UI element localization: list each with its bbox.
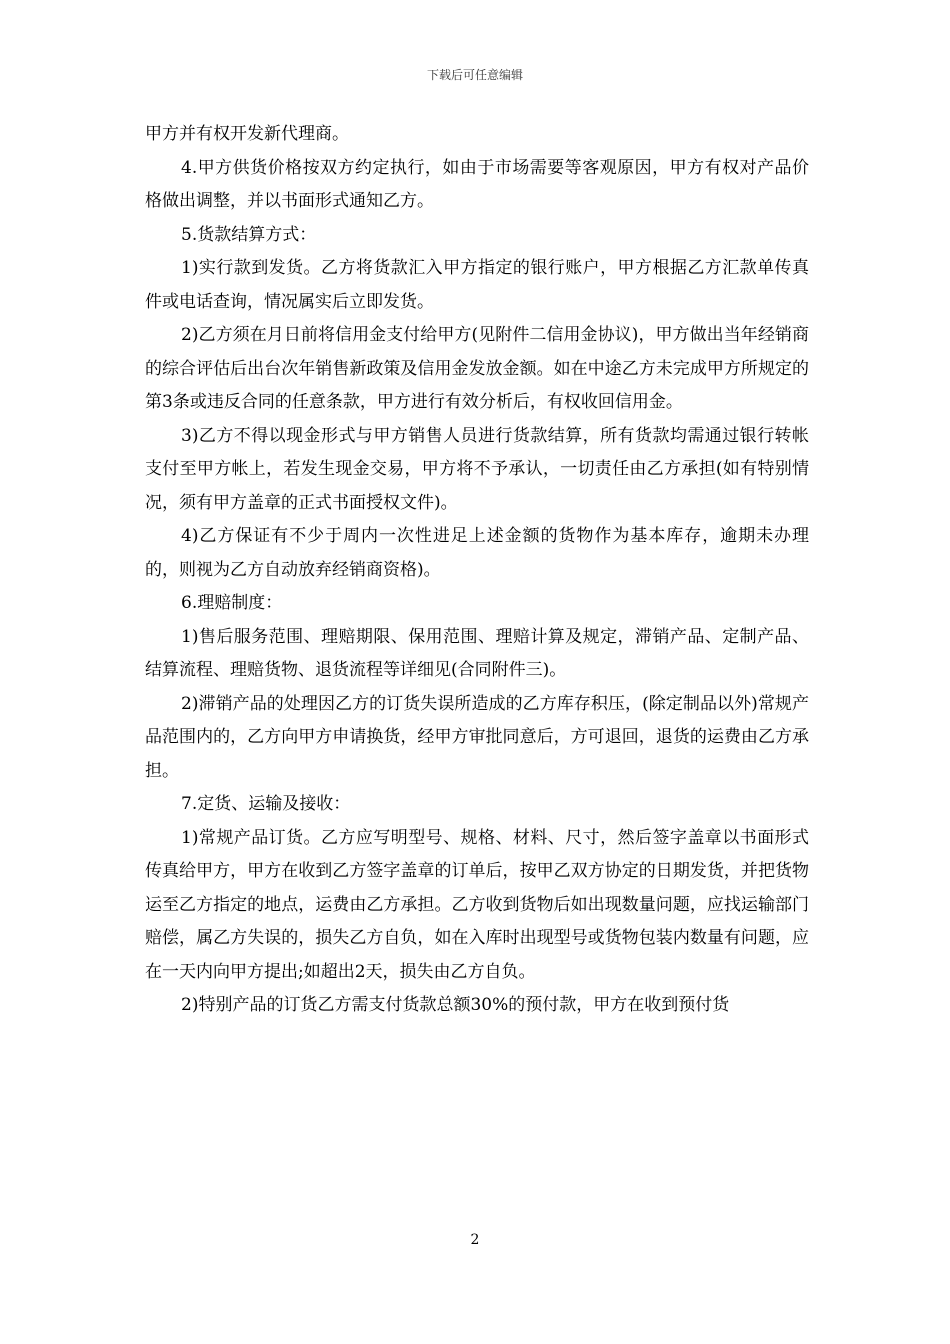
paragraph: 6.理赔制度： — [181, 593, 283, 613]
paragraph: 4)乙方保证有不少于周内一次性进足上述金额的货物作为基本库存，逾期未办理的，则视为乙方自动放弃经销商资格)。 — [145, 526, 809, 580]
paragraph: 2)乙方须在月日前将信用金支付给甲方(见附件二信用金协议)，甲方做出当年经销商的综合评估后出台次年销售新政策及信用金发放金额。如在中途乙方未完成甲方所规定的第3条或违反合同的任意条款，甲方进行有效分析后，有权收回信用金。 — [145, 325, 809, 412]
paragraph: 5.货款结算方式： — [181, 224, 317, 245]
paragraph: 2)特别产品的订货乙方需支付货款总额30%的预付款，甲方在收到预付货 — [181, 995, 730, 1015]
paragraph: 1)售后服务范围、理赔期限、保用范围、理赔计算及规定，滞销产品、定制产品、结算流程、理赔货物、退货流程等详细见(合同附件三)。 — [145, 626, 809, 680]
paragraph: 7.定货、运输及接收： — [181, 794, 351, 814]
paragraph: 2)滞销产品的处理因乙方的订货失误所造成的乙方库存积压，(除定制品以外)常规产品范围内的，乙方向甲方申请换货，经甲方审批同意后，方可退回，退货的运费由乙方承担。 — [145, 693, 809, 781]
paragraph: 4.甲方供货价格按双方约定执行，如由于市场需要等客观原因，甲方有权对产品价格做出调整，并以书面形式通知乙方。 — [145, 157, 809, 211]
paragraph: 甲方并有权开发新代理商。 — [145, 124, 349, 144]
paragraph: 3)乙方不得以现金形式与甲方销售人员进行货款结算，所有货款均需通过银行转帐支付至甲方帐上，若发生现金交易，甲方将不予承认，一切责任由乙方承担(如有特别情况，须有甲方盖章的正式书面授权文件)。 — [145, 425, 809, 513]
paragraph: 1)实行款到发货。乙方将货款汇入甲方指定的银行账户，甲方根据乙方汇款单传真件或电话查询，情况属实后立即发货。 — [145, 258, 809, 312]
document-body — [145, 118, 809, 1023]
page-header: 下载后可任意编辑 — [426, 68, 523, 82]
page-number: 2 — [470, 1232, 480, 1248]
paragraph: 1)常规产品订货。乙方应写明型号、规格、材料、尺寸，然后签字盖章以书面形式传真给甲方，甲方在收到乙方签字盖章的订单后，按甲乙双方协定的日期发货，并把货物运至乙方指定的地点，运费由乙方承担。乙方收到货物后如出现数量问题，应找运输部门赔偿，属乙方失误的，损失乙方自负，如在入库时出现型号或货物包装内数量有问题，应在一天内向甲方提出;如超出2天，损失由乙方自负。 — [145, 827, 809, 982]
